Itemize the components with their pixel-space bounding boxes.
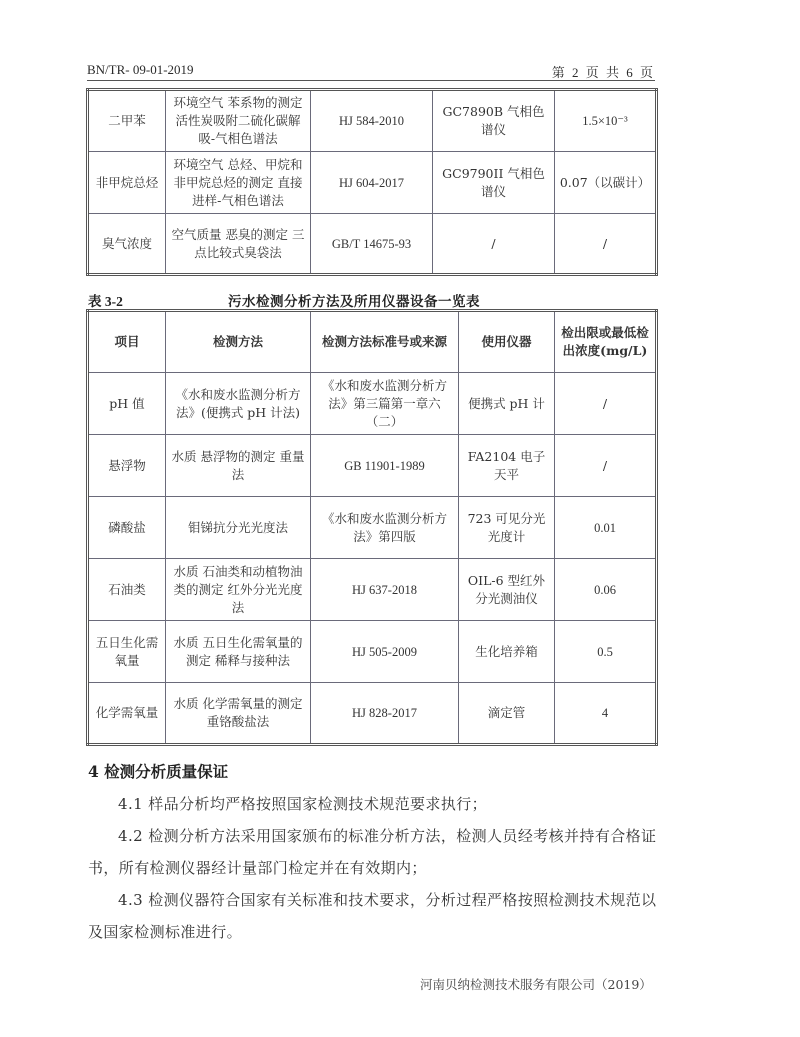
cell-limit: 1.5×10⁻³: [555, 90, 657, 152]
table-row: [88, 621, 657, 683]
cell-item: 非甲烷总烃: [88, 152, 166, 214]
header-standard: 检测方法标准号或来源: [311, 311, 459, 373]
cell-item: 石油类: [88, 559, 166, 621]
company-footer: 河南贝纳检测技术服务有限公司（2019）: [420, 977, 652, 992]
cell-standard: HJ 584-2010: [311, 90, 433, 152]
cell-limit: 0.5: [555, 621, 657, 683]
cell-limit: 0.07（以碳计）: [555, 152, 657, 214]
cell-instrument: 生化培养箱: [459, 621, 555, 683]
header-instrument: 使用仪器: [459, 311, 555, 373]
page-number: 第 2 页 共 6 页: [551, 65, 655, 80]
cell-instrument: OIL-6 型红外分光测油仪: [459, 559, 555, 621]
cell-method: 水质 五日生化需氧量的测定 稀释与接种法: [166, 621, 311, 683]
table-row: [88, 435, 657, 497]
cell-item: 二甲苯: [88, 90, 166, 152]
cell-standard: HJ 505-2009: [311, 621, 459, 683]
table-row: [88, 559, 657, 621]
cell-method: 钼锑抗分光光度法: [166, 497, 311, 559]
cell-instrument: GC7890B 气相色谱仪: [433, 90, 555, 152]
cell-instrument: 723 可见分光光度计: [459, 497, 555, 559]
paragraph-4-1: 4.1 样品分析均严格按照国家检测技术规范要求执行；: [118, 795, 488, 813]
cell-instrument: 滴定管: [459, 683, 555, 745]
header-limit: 检出限或最低检出浓度(mg/L): [555, 311, 657, 373]
cell-standard: HJ 828-2017: [311, 683, 459, 745]
cell-limit: 4: [555, 683, 657, 745]
section-heading: 4 检测分析质量保证: [88, 762, 229, 781]
table-row: [88, 683, 657, 745]
table-row: [88, 152, 657, 214]
table-3-2: [86, 309, 658, 746]
table-title: 污水检测分析方法及所用仪器设备一览表: [228, 294, 480, 310]
cell-limit: 0.01: [555, 497, 657, 559]
cell-instrument: FA2104 电子天平: [459, 435, 555, 497]
cell-method: 环境空气 苯系物的测定 活性炭吸附二硫化碳解吸-气相色谱法: [166, 90, 311, 152]
page-header: [87, 60, 655, 81]
cell-standard: HJ 637-2018: [311, 559, 459, 621]
table-number: 表 3-2: [88, 294, 123, 309]
cell-instrument: /: [433, 214, 555, 275]
paragraph-4-2: 4.2 检测分析方法采用国家颁布的标准分析方法，检测人员经考核并持有合格证书，所有检测仪器经计量部门检定并在有效期内；: [88, 827, 657, 877]
cell-limit: 0.06: [555, 559, 657, 621]
cell-method: 环境空气 总烃、甲烷和非甲烷总烃的测定 直接进样-气相色谱法: [166, 152, 311, 214]
cell-item: 悬浮物: [88, 435, 166, 497]
cell-instrument: 便携式 pH 计: [459, 373, 555, 435]
paragraph-4-3: 4.3 检测仪器符合国家有关标准和技术要求，分析过程严格按照检测技术规范以及国家检测标准进行。: [88, 891, 657, 941]
cell-standard: 《水和废水监测分析方法》第三篇第一章六（二）: [311, 373, 459, 435]
table-row: [88, 373, 657, 435]
document-id: BN/TR- 09-01-2019: [87, 62, 194, 77]
header-item: 项目: [88, 311, 166, 373]
cell-method: 水质 化学需氧量的测定 重铬酸盐法: [166, 683, 311, 745]
header-method: 检测方法: [166, 311, 311, 373]
cell-limit: /: [555, 373, 657, 435]
cell-limit: /: [555, 214, 657, 275]
cell-standard: GB 11901-1989: [311, 435, 459, 497]
cell-standard: GB/T 14675-93: [311, 214, 433, 275]
cell-standard: 《水和废水监测分析方法》第四版: [311, 497, 459, 559]
table-row: [88, 90, 657, 152]
table-row: [88, 214, 657, 275]
cell-item: 臭气浓度: [88, 214, 166, 275]
cell-method: 《水和废水监测分析方法》(便携式 pH 计法): [166, 373, 311, 435]
cell-method: 水质 悬浮物的测定 重量法: [166, 435, 311, 497]
cell-item: 五日生化需氧量: [88, 621, 166, 683]
cell-instrument: GC9790II 气相色谱仪: [433, 152, 555, 214]
table-header-row: [88, 311, 657, 373]
cell-standard: HJ 604-2017: [311, 152, 433, 214]
cell-item: 化学需氧量: [88, 683, 166, 745]
cell-item: 磷酸盐: [88, 497, 166, 559]
table-caption: [88, 290, 656, 310]
cell-method: 空气质量 恶臭的测定 三点比较式臭袋法: [166, 214, 311, 275]
cell-item: pH 值: [88, 373, 166, 435]
cell-limit: /: [555, 435, 657, 497]
table-row: [88, 497, 657, 559]
table-3-1-continued: [86, 88, 658, 276]
cell-method: 水质 石油类和动植物油类的测定 红外分光光度法: [166, 559, 311, 621]
